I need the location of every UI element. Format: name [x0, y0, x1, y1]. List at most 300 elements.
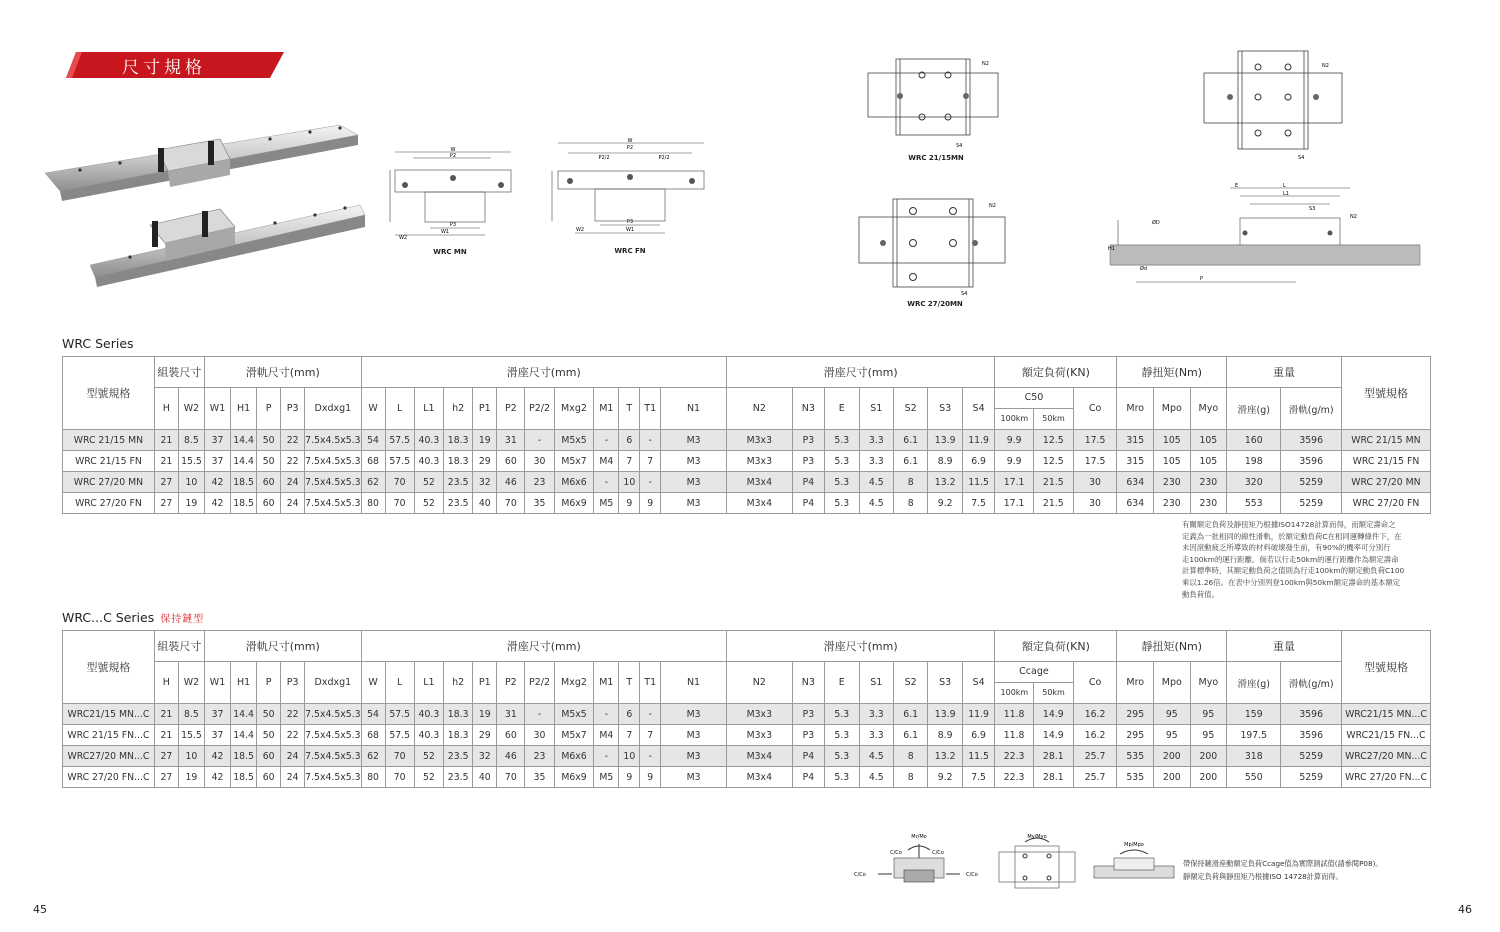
table-cell: WRC 21/15 MN [63, 430, 155, 451]
table-cell: 23 [525, 746, 554, 767]
table-cell: 27 [154, 493, 178, 514]
table-cell: WRC21/15 MN...C [1341, 704, 1430, 725]
table-cell: 42 [204, 767, 230, 788]
label-cco-side-r: C/Co [966, 872, 978, 878]
table-cell: 24 [281, 493, 305, 514]
table-cell: 9.9 [995, 430, 1034, 451]
table-cell: 15.5 [178, 451, 204, 472]
table-cell: M3 [661, 704, 727, 725]
table-cell: 230 [1190, 472, 1227, 493]
dim-w2-fn: W2 [575, 227, 585, 233]
table-row [63, 472, 1431, 493]
table-cell: M3 [661, 430, 727, 451]
table-cell: M6x9 [554, 493, 594, 514]
table-cell: M3 [661, 493, 727, 514]
col-mxg2: Mxg2 [554, 662, 594, 704]
table-cell: 7.5x4.5x5.3 [305, 767, 361, 788]
table-cell: 30 [525, 725, 554, 746]
col-t: T [619, 662, 640, 704]
table-cell: 553 [1227, 493, 1281, 514]
table-cell: 9.2 [928, 767, 962, 788]
table-cell: 19 [178, 493, 204, 514]
dim-w1: W1 [440, 229, 450, 235]
table-cell: WRC21/15 FN...C [1341, 725, 1430, 746]
table-cell: 5.3 [825, 472, 859, 493]
table-cell: P4 [792, 746, 824, 767]
table-cell: M6x6 [554, 746, 594, 767]
table-cell: 535 [1117, 767, 1154, 788]
table-cell: 7 [619, 725, 640, 746]
table-cell: 10 [178, 746, 204, 767]
table-cell: M3 [661, 725, 727, 746]
table-cell: 68 [361, 451, 385, 472]
table-row [63, 746, 1431, 767]
table-cell: 159 [1227, 704, 1281, 725]
note-line: 乘以1.26倍。在表中分別列登100km與50km額定壽命的基本額定 [1182, 577, 1401, 587]
col-l1: L1 [414, 388, 443, 430]
table-cell: M5x7 [554, 725, 594, 746]
table-cell: 634 [1117, 493, 1154, 514]
table-cell: 21.5 [1033, 493, 1073, 514]
table-cell: 40.3 [414, 725, 443, 746]
col-p: P [257, 388, 281, 430]
table-cell: 27 [154, 746, 178, 767]
table-cell: 19 [473, 430, 497, 451]
table-cell: 60 [257, 493, 281, 514]
table-cell: 5.3 [825, 746, 859, 767]
dim-p2: P2 [449, 153, 457, 159]
dim-w-fn: W [627, 138, 633, 144]
hdr-block: 滑座尺寸(mm) [361, 631, 726, 662]
table-cell: 9.2 [928, 493, 962, 514]
dim-s4-2720: S4 [961, 291, 968, 297]
table-cell: 4.5 [859, 493, 893, 514]
table-cell: 23.5 [444, 746, 473, 767]
table-cell: P3 [792, 451, 824, 472]
table-cell: 7 [640, 725, 661, 746]
table-cell: M4 [594, 451, 619, 472]
table-cell: 37 [204, 725, 230, 746]
table-cell: 54 [361, 704, 385, 725]
dim-w1-fn: W1 [625, 227, 635, 233]
dim-d: Ød [1140, 266, 1148, 272]
table-cell: 295 [1117, 725, 1154, 746]
table-row [63, 725, 1431, 746]
table-cell: 18.5 [231, 493, 257, 514]
table-cell: 52 [414, 767, 443, 788]
table-cell: 30 [1073, 493, 1117, 514]
table-cell: 13.9 [928, 704, 962, 725]
table-cell: 28.1 [1033, 746, 1073, 767]
side-view-drawing [1100, 180, 1430, 290]
hdr-model: 型號規格 [63, 357, 155, 430]
table-cell: 29 [473, 725, 497, 746]
col-p2: P2 [497, 388, 525, 430]
table-cell: 18.3 [444, 430, 473, 451]
hdr-model-right: 型號規格 [1341, 631, 1430, 704]
col-c50: C50 [995, 388, 1072, 409]
table-cell: 5.3 [825, 451, 859, 472]
table-cell: 12.5 [1033, 430, 1073, 451]
dim-w2: W2 [398, 235, 408, 241]
table-cell: 46 [497, 472, 525, 493]
table-cell: 5.3 [825, 430, 859, 451]
table-cell: 21 [154, 430, 178, 451]
moment-diagram-top [995, 830, 1080, 890]
table-cell: - [640, 472, 661, 493]
table-cell: 27 [154, 472, 178, 493]
wrc-2720mn-top-view [855, 195, 1015, 310]
table-cell: 24 [281, 767, 305, 788]
table-cell: 5259 [1281, 767, 1342, 788]
col-w1: W1 [204, 388, 230, 430]
col-p2-2: P2/2 [525, 662, 554, 704]
table-cell: 9 [619, 767, 640, 788]
col-dxdxg1: Dxdxg1 [305, 662, 361, 704]
col-w: W [361, 662, 385, 704]
table-cell: 35 [525, 767, 554, 788]
col-h: H [154, 388, 178, 430]
col-weight-rail: 滑軌(g/m) [1281, 388, 1342, 430]
table-cell: 22 [281, 451, 305, 472]
table-cell: 35 [525, 493, 554, 514]
table-cell: 15.5 [178, 725, 204, 746]
table-cell: 5259 [1281, 493, 1342, 514]
table-cell: - [594, 430, 619, 451]
col-dxdxg1: Dxdxg1 [305, 388, 361, 430]
table-cell: 37 [204, 430, 230, 451]
table-cell: 3.3 [859, 430, 893, 451]
table-cell: 105 [1190, 451, 1227, 472]
label-cco-r: C/Co [932, 850, 944, 856]
table-cell: 70 [385, 746, 414, 767]
col-mxg2: Mxg2 [554, 388, 594, 430]
col-t: T [619, 388, 640, 430]
table-cell: 31 [497, 704, 525, 725]
table-cell: 16.2 [1073, 725, 1117, 746]
table-cell: 24 [281, 746, 305, 767]
product-photo [40, 115, 370, 290]
note-line: 定義為一批相同的線性滑軌，於額定動負荷C在相同運轉條件下，在 [1182, 531, 1402, 541]
table-cell: 37 [204, 451, 230, 472]
table-cell: M3x3 [726, 725, 792, 746]
col-s4: S4 [962, 388, 994, 430]
hdr-load: 額定負荷(KN) [995, 357, 1117, 388]
table-cell: WRC 21/15 FN [1341, 451, 1430, 472]
table-cell: 3596 [1281, 451, 1342, 472]
table-cell: WRC 27/20 FN...C [63, 767, 155, 788]
table-cell: 57.5 [385, 725, 414, 746]
dim-n2-side: N2 [1350, 214, 1357, 220]
col-w: W [361, 388, 385, 430]
col-s2: S2 [893, 388, 927, 430]
table-cell: 68 [361, 725, 385, 746]
col-p3: P3 [281, 662, 305, 704]
table2-title: WRC...C Series 保持鏈型 [62, 610, 205, 625]
table-cell: 17.1 [995, 472, 1034, 493]
bottom-note-line: 靜額定負荷與靜扭矩乃根據ISO 14728計算而得。 [1183, 871, 1343, 881]
col-myo: Myo [1190, 388, 1227, 430]
table-cell: M3x3 [726, 704, 792, 725]
dim-p2-2-left: P2/2 [598, 155, 610, 161]
moment-diagram-front [850, 830, 985, 890]
table-cell: 25.7 [1073, 767, 1117, 788]
table-cell: 7.5 [962, 767, 994, 788]
table-cell: 25.7 [1073, 746, 1117, 767]
table-cell: 70 [497, 493, 525, 514]
table-cell: WRC 27/20 MN [1341, 472, 1430, 493]
col-m1: M1 [594, 388, 619, 430]
table-cell: 50 [257, 430, 281, 451]
table-cell: 18.5 [231, 472, 257, 493]
table-cell: 315 [1117, 451, 1154, 472]
table-cell: 8 [893, 767, 927, 788]
dim-p2-2-right: P2/2 [658, 155, 670, 161]
table-cell: 16.2 [1073, 704, 1117, 725]
dim-s4: S4 [956, 143, 963, 149]
table-cell: 18.3 [444, 725, 473, 746]
table-cell: 5.3 [825, 704, 859, 725]
dim-w: W [450, 147, 456, 153]
table-cell: M3x4 [726, 767, 792, 788]
col-s2: S2 [893, 662, 927, 704]
wrc-mn-label: WRC MN [433, 248, 467, 256]
table-cell: 23.5 [444, 493, 473, 514]
table-cell: 22 [281, 704, 305, 725]
table-cell: P4 [792, 493, 824, 514]
table-cell: 8.5 [178, 704, 204, 725]
table-cell: M3 [661, 767, 727, 788]
table-cell: WRC27/20 MN...C [63, 746, 155, 767]
table-cell: 634 [1117, 472, 1154, 493]
col-c100km: 100km [995, 683, 1034, 703]
table-cell: 57.5 [385, 704, 414, 725]
table-cell: 7 [640, 451, 661, 472]
dim-p3-fn: P3 [626, 219, 634, 225]
table-cell: 60 [497, 451, 525, 472]
table-cell: 197.5 [1227, 725, 1281, 746]
hdr-model: 型號規格 [63, 631, 155, 704]
table-cell: 40.3 [414, 704, 443, 725]
table-cell: 60 [257, 746, 281, 767]
table-cell: M5x5 [554, 430, 594, 451]
table-cell: 40 [473, 767, 497, 788]
table-cell: 6.1 [893, 725, 927, 746]
table-cell: 62 [361, 746, 385, 767]
table-cell: 11.5 [962, 746, 994, 767]
hdr-block: 滑座尺寸(mm) [361, 357, 726, 388]
table-cell: 7.5x4.5x5.3 [305, 746, 361, 767]
col-p1: P1 [473, 388, 497, 430]
hdr-load: 額定負荷(KN) [995, 631, 1117, 662]
table-cell: 42 [204, 493, 230, 514]
table-cell: 8 [893, 493, 927, 514]
col-n1: N1 [661, 662, 727, 704]
table-cell: 13.2 [928, 472, 962, 493]
table-cell: 200 [1190, 767, 1227, 788]
table-cell: 50 [257, 704, 281, 725]
col-mpo: Mpo [1154, 662, 1191, 704]
label-cco-l: C/Co [890, 850, 902, 856]
table-cell: 6.1 [893, 430, 927, 451]
col-m1: M1 [594, 662, 619, 704]
table-cell: 550 [1227, 767, 1281, 788]
table-cell: 3596 [1281, 430, 1342, 451]
table-cell: 3596 [1281, 704, 1342, 725]
note-line: 有關額定負荷及靜扭矩乃根據ISO14728計算而得，而額定壽命之 [1182, 520, 1396, 529]
col-e: E [825, 388, 859, 430]
wrc-c-series-table [62, 630, 1431, 788]
hdr-rail: 滑軌尺寸(mm) [204, 357, 361, 388]
table-cell: M5 [594, 767, 619, 788]
table-cell: - [594, 472, 619, 493]
table-cell: 200 [1154, 746, 1191, 767]
table-cell: 50 [257, 451, 281, 472]
table-cell: 7.5x4.5x5.3 [305, 430, 361, 451]
hdr-weight: 重量 [1227, 631, 1342, 662]
table-cell: M5x7 [554, 451, 594, 472]
table-cell: 6.1 [893, 451, 927, 472]
table-cell: 14.9 [1033, 725, 1073, 746]
table-cell: 52 [414, 493, 443, 514]
table-cell: 3.3 [859, 704, 893, 725]
table-cell: 60 [257, 472, 281, 493]
col-w2: W2 [178, 388, 204, 430]
col-ccage: Ccage [995, 662, 1072, 683]
table-cell: 17.5 [1073, 430, 1117, 451]
table-cell: 11.5 [962, 472, 994, 493]
table-cell: - [640, 704, 661, 725]
table-cell: 40.3 [414, 451, 443, 472]
col-h2: h2 [444, 388, 473, 430]
table-cell: M3 [661, 746, 727, 767]
table-cell: 13.2 [928, 746, 962, 767]
col-p1: P1 [473, 662, 497, 704]
hdr-weight: 重量 [1227, 357, 1342, 388]
wrc-2115mn-top-view [860, 55, 1010, 165]
col-n3: N3 [792, 388, 824, 430]
table-cell: M3x3 [726, 430, 792, 451]
table-row [63, 767, 1431, 788]
table-cell: 160 [1227, 430, 1281, 451]
table-cell: 9.9 [995, 451, 1034, 472]
table-cell: P3 [792, 704, 824, 725]
table-cell: 4.5 [859, 746, 893, 767]
table-cell: 6.1 [893, 704, 927, 725]
table-cell: 18.5 [231, 767, 257, 788]
table-cell: - [525, 430, 554, 451]
table-cell: M5 [594, 493, 619, 514]
table-cell: 28.1 [1033, 767, 1073, 788]
note-line: 計算標準時，其額定動負荷之值則為行走100km的額定動負荷C100 [1182, 566, 1405, 576]
table-cell: 198 [1227, 451, 1281, 472]
table-row [63, 704, 1431, 725]
col-c100km: 100km [995, 409, 1034, 429]
col-h: H [154, 662, 178, 704]
table-cell: 52 [414, 472, 443, 493]
col-h1: H1 [231, 388, 257, 430]
table-cell: 105 [1190, 430, 1227, 451]
col-c50km: 50km [1042, 688, 1065, 697]
table-cell: M3x3 [726, 451, 792, 472]
label-mp-mpo: Mp/Mpo [1124, 842, 1144, 848]
table-cell: 5.3 [825, 493, 859, 514]
col-p: P [257, 662, 281, 704]
table-cell: 18.3 [444, 704, 473, 725]
table-cell: 70 [385, 767, 414, 788]
hdr-moment: 靜扭矩(Nm) [1117, 357, 1227, 388]
col-weight-block: 滑座(g) [1227, 388, 1281, 430]
hdr-assembly: 組裝尺寸 [154, 357, 204, 388]
col-myo: Myo [1190, 662, 1227, 704]
table-cell: 21 [154, 451, 178, 472]
dim-h1: H1 [1108, 246, 1115, 252]
hdr-moment: 靜扭矩(Nm) [1117, 631, 1227, 662]
table-cell: 60 [497, 725, 525, 746]
table-cell: 17.1 [995, 493, 1034, 514]
table-cell: 7.5x4.5x5.3 [305, 493, 361, 514]
table-cell: P3 [792, 430, 824, 451]
table-cell: - [594, 746, 619, 767]
table-cell: 10 [178, 472, 204, 493]
wrc-2115mn-label: WRC 21/15MN [908, 154, 964, 162]
table-cell: 7.5 [962, 493, 994, 514]
table-cell: 19 [178, 767, 204, 788]
table2-subtitle: 保持鏈型 [160, 614, 205, 625]
col-n2: N2 [726, 662, 792, 704]
table-row [63, 493, 1431, 514]
table-cell: 315 [1117, 430, 1154, 451]
bottom-note [1183, 858, 1383, 883]
bottom-note-line: 帶保持鏈滑座動額定負荷Ccage值為實際測試值(請參閱P08)。 [1183, 859, 1383, 868]
table-cell: 17.5 [1073, 451, 1117, 472]
note-line: 動負荷值。 [1182, 589, 1219, 599]
dim-e: E [1235, 183, 1239, 189]
table-cell: 7.5x4.5x5.3 [305, 725, 361, 746]
col-c50km: 50km [1042, 414, 1065, 423]
table-cell: 42 [204, 472, 230, 493]
table-cell: 7.5x4.5x5.3 [305, 451, 361, 472]
table-cell: 14.4 [231, 451, 257, 472]
table-cell: 40 [473, 493, 497, 514]
table-cell: 40.3 [414, 430, 443, 451]
table-cell: 8.5 [178, 430, 204, 451]
table-cell: 13.9 [928, 430, 962, 451]
table-cell: 80 [361, 493, 385, 514]
table-cell: 8.9 [928, 451, 962, 472]
table-cell: 23.5 [444, 767, 473, 788]
col-p3: P3 [281, 388, 305, 430]
table-row [63, 430, 1431, 451]
table-cell: 60 [257, 767, 281, 788]
col-n3: N3 [792, 662, 824, 704]
col-l: L [385, 662, 414, 704]
table-cell: 19 [473, 704, 497, 725]
table2-body [63, 704, 1431, 788]
table-cell: 22 [281, 725, 305, 746]
col-co: Co [1073, 388, 1117, 430]
table-cell: M4 [594, 725, 619, 746]
table-cell: WRC 21/15 MN [1341, 430, 1430, 451]
table-cell: 32 [473, 746, 497, 767]
table-cell: 14.4 [231, 725, 257, 746]
table-cell: M3 [661, 472, 727, 493]
wrc-2720mn-label: WRC 27/20MN [907, 300, 963, 308]
table-cell: 57.5 [385, 451, 414, 472]
table-cell: 200 [1154, 767, 1191, 788]
dim-dd: ØD [1152, 220, 1160, 226]
table-cell: 4.5 [859, 472, 893, 493]
